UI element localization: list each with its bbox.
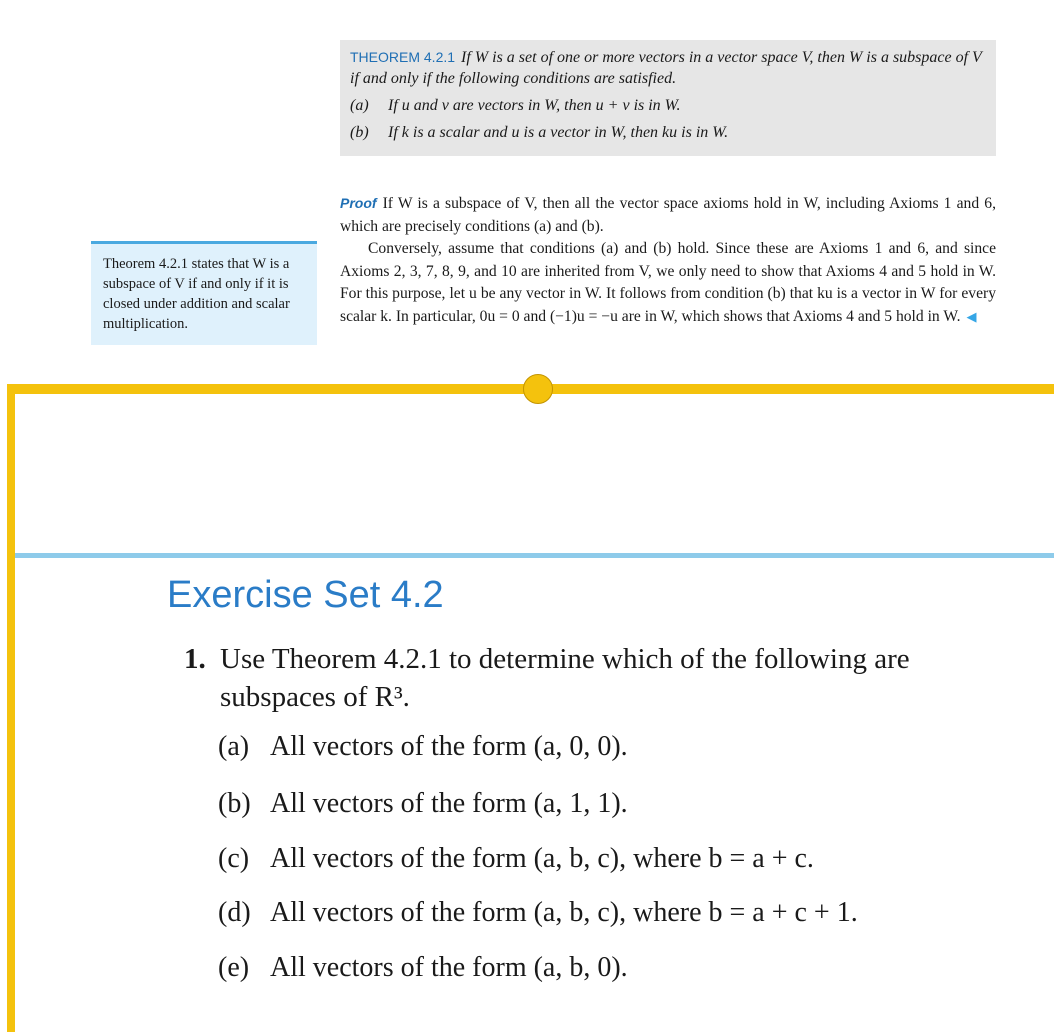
exercise-part-c bbox=[218, 842, 814, 876]
exercise-title: Exercise Set 4.2 bbox=[167, 574, 444, 616]
part-text: All vectors of the form (a, b, 0). bbox=[270, 952, 628, 983]
proof-text-1: If W is a subspace of V, then all the vector space axioms hold in W, including Axioms 1 and 6, which are precisely conditions (a) and (b). bbox=[340, 195, 996, 235]
part-text: All vectors of the form (a, 0, 0). bbox=[270, 731, 628, 762]
theorem-part-text: If k is a scalar and u is a vector in W, then ku is in W. bbox=[388, 124, 729, 141]
proof-text-2: Conversely, assume that conditions (a) and (b) hold. Since these are Axioms 1 and 6, and since Axioms 2, 3, 7, 8, 9, and 10 are inherited from V, we only need to show that Axioms 4 and 5 hold in W. For this purpose, let u be any vector in W. It follows from condition (b) that ku is a vector in W for every scalar k. In particular, 0u = 0 and (−1)u = −u are in W, which shows that Axioms 4 and 5 hold in W. bbox=[340, 240, 996, 325]
theorem-part-b bbox=[350, 122, 986, 143]
part-label: (e) bbox=[218, 952, 250, 983]
highlight-left-bar bbox=[7, 384, 15, 1032]
proof-paragraph-2 bbox=[340, 238, 996, 328]
exercise-part-b bbox=[218, 787, 628, 821]
theorem-part-text: If u and v are vectors in W, then u + v is in W. bbox=[388, 97, 681, 114]
part-label: (a) bbox=[218, 731, 250, 762]
question-text-line-1: Use Theorem 4.2.1 to determine which of the following are bbox=[220, 643, 910, 675]
part-label: (b) bbox=[218, 788, 251, 819]
theorem-box bbox=[340, 40, 996, 156]
theorem-part-label: (b) bbox=[350, 124, 369, 141]
part-label: (d) bbox=[218, 897, 251, 928]
margin-note: Theorem 4.2.1 states that W is a subspace of V if and only if it is closed under addition and scalar multiplication. bbox=[91, 241, 317, 345]
proof-paragraph-1 bbox=[340, 192, 996, 238]
theorem-part-a bbox=[350, 95, 986, 116]
exercise-part-d bbox=[218, 896, 858, 930]
drag-handle[interactable] bbox=[523, 374, 553, 404]
proof-section bbox=[340, 192, 996, 328]
proof-heading: Proof bbox=[340, 195, 377, 211]
exercise-question bbox=[184, 640, 1024, 716]
section-rule bbox=[15, 553, 1054, 558]
theorem-text: If W is a set of one or more vectors in a vector space V, then W is a subspace of V if and only if the following conditions are satisfied. bbox=[350, 49, 982, 87]
theorem-statement bbox=[350, 47, 986, 89]
part-label: (c) bbox=[218, 843, 250, 874]
part-text: All vectors of the form (a, b, c), where b = a + c + 1. bbox=[270, 897, 858, 928]
question-text-line-2: subspaces of R³. bbox=[220, 681, 410, 713]
exercise-part-a bbox=[218, 730, 628, 764]
part-text: All vectors of the form (a, 1, 1). bbox=[270, 788, 628, 819]
theorem-heading: THEOREM 4.2.1 bbox=[350, 49, 456, 65]
end-of-proof-icon: ◀ bbox=[966, 308, 977, 324]
part-text: All vectors of the form (a, b, c), where b = a + c. bbox=[270, 843, 814, 874]
question-number: 1. bbox=[184, 643, 206, 675]
exercise-part-e bbox=[218, 951, 628, 985]
theorem-part-label: (a) bbox=[350, 97, 369, 114]
